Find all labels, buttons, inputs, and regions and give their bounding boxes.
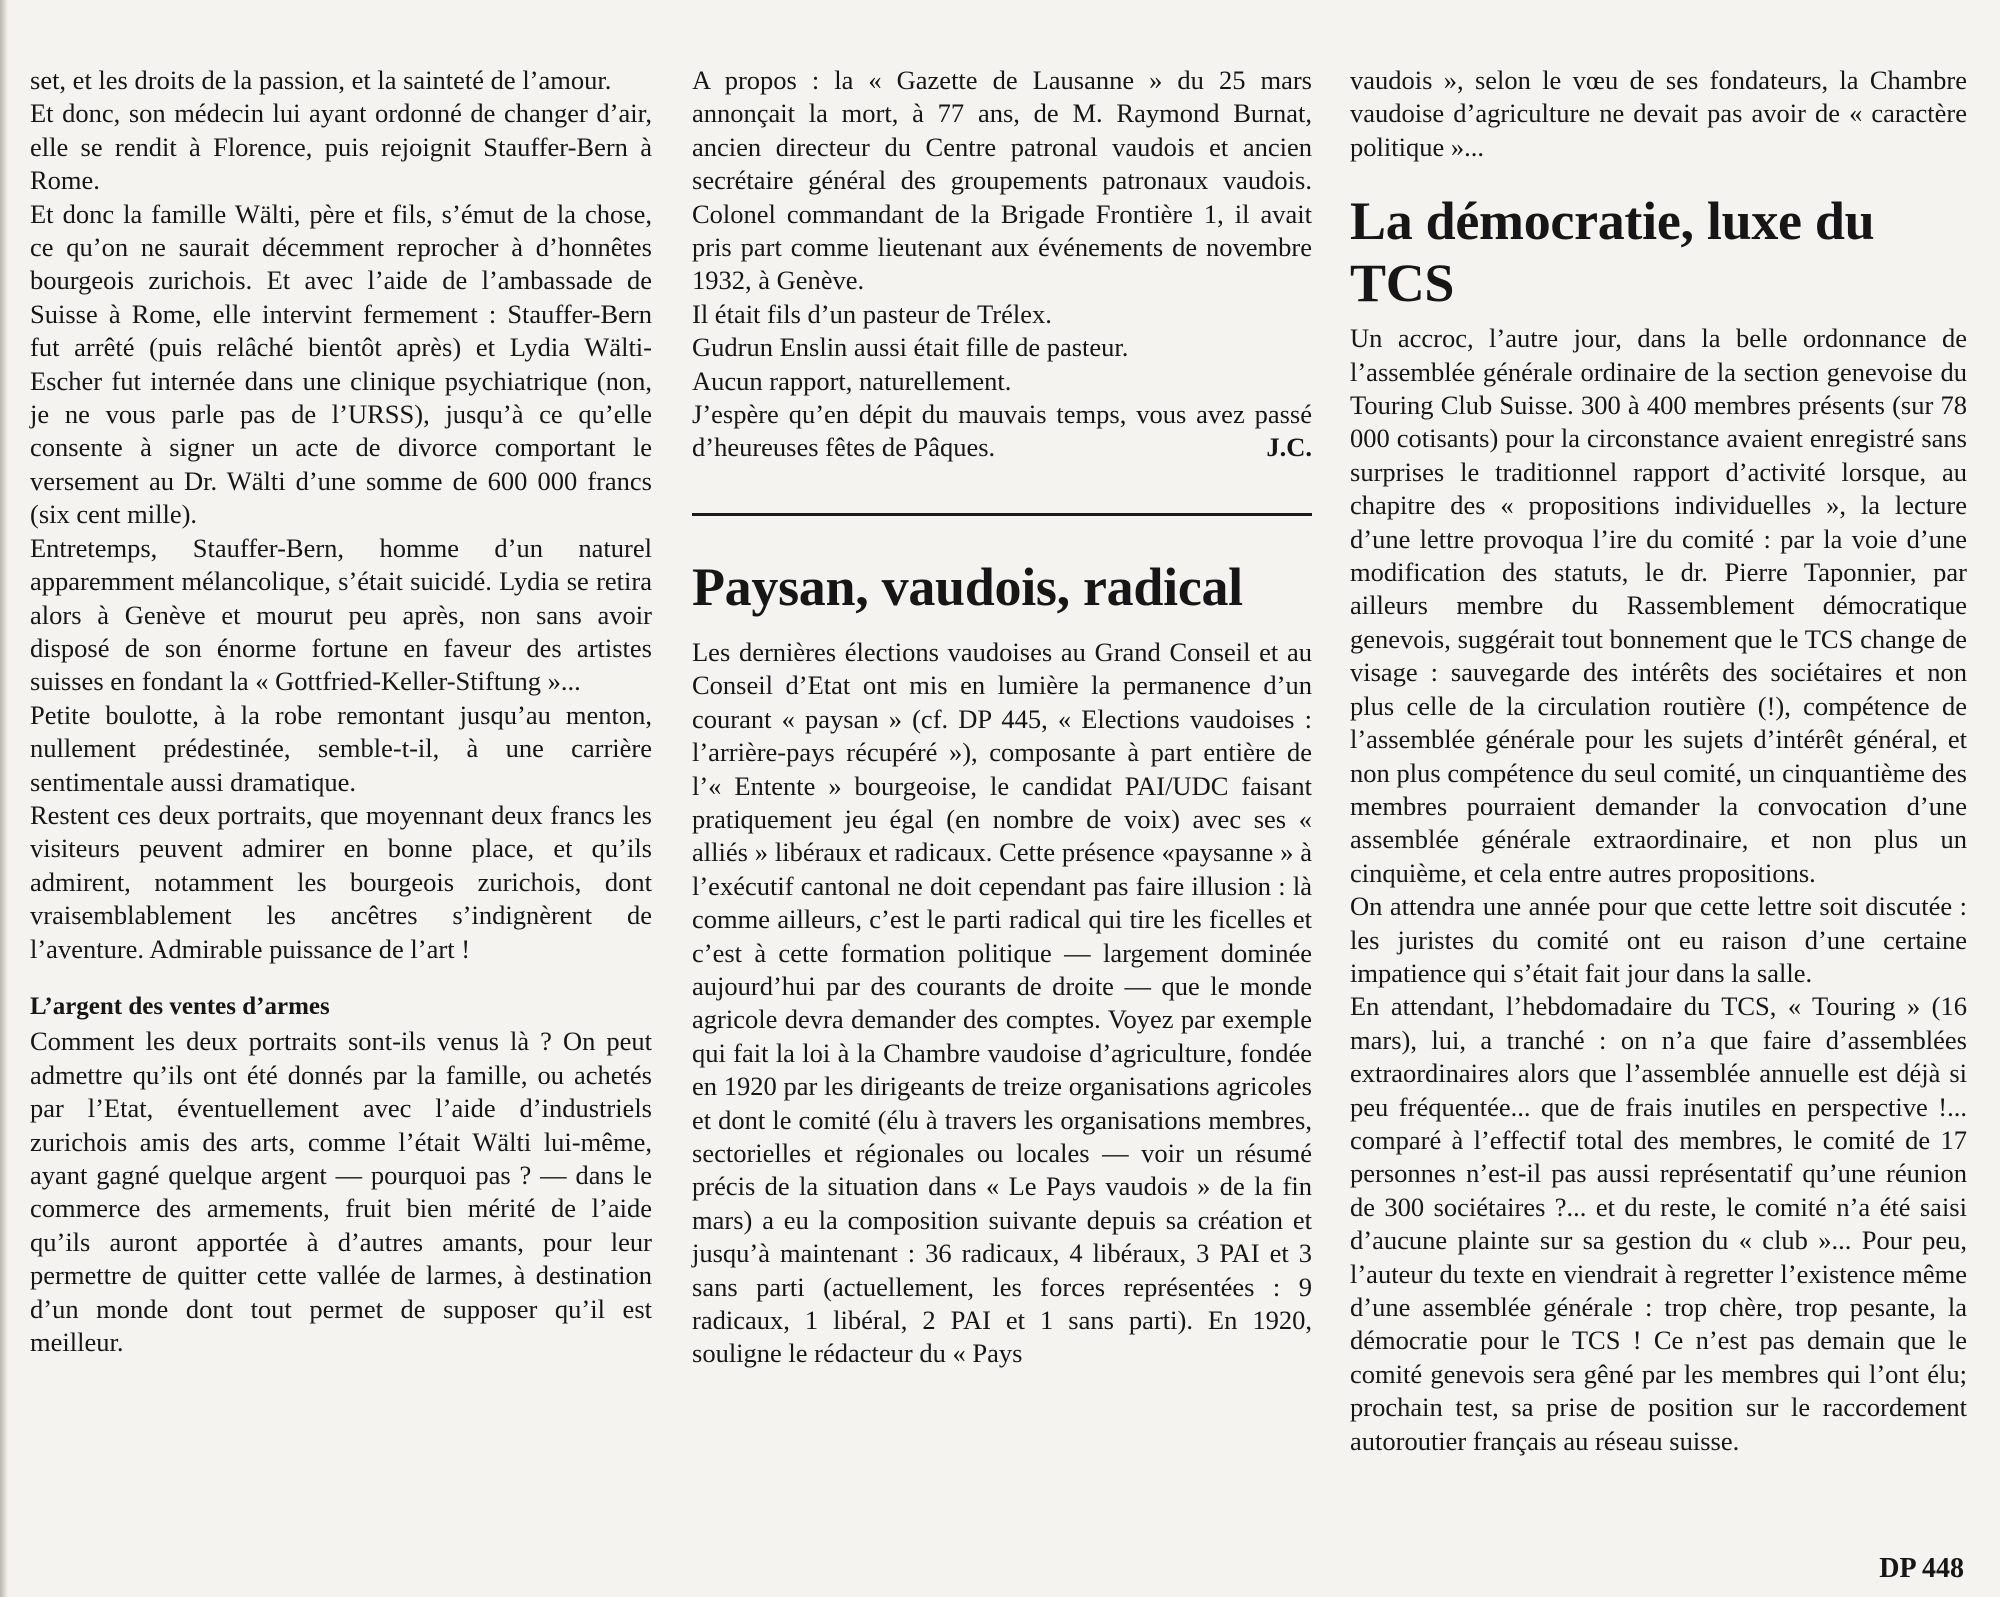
paragraph-text: J’espère qu’en dépit du mauvais temps, vous avez passé d’heureuses fêtes de Pâques.	[692, 399, 1312, 463]
paragraph: set, et les droits de la passion, et la sainteté de l’amour.	[30, 65, 612, 95]
paragraph: On attendra une année pour que cette lettre soit discutée : les juristes du comité ont eu raison d’une certaine impatience qui s’était fait jour dans la salle.	[1350, 891, 1967, 988]
paragraph: Gudrun Enslin aussi était fille de pasteur.	[692, 332, 1129, 363]
paragraph: Les dernières élections vaudoises au Grand Conseil et au Conseil d’Etat ont mis en lumière la permanence d’un courant « paysan » (cf. DP 445, « Elections vaudoises : l’arrière-pays récupéré »), composante à part entière de l’« Entente » bourgeoise, le candidat PAI/UDC faisant pratiquement jeu égal (en nombre de voix) avec ses « alliés » libéraux et radicaux. Cette présence «paysanne » à l’exécutif cantonal ne doit cependant pas faire illusion : là comme ailleurs, c’est le parti radical qui tire les ficelles et c’est à cette formation politique — largement dominée aujourd’hui par des courants de droite — que le monde agricole devra demander des comptes. Voyez par exemple qui fait la loi à la Chambre vaudoise d’agriculture, fondée en 1920 par les dirigeants de treize organisations agricoles et dont le comité (élu à travers les organisations membres, sectorielles et régionales ou locales — voir un résumé précis de la situation dans « Le Pays vaudois » de la fin mars) a eu la composition suivante depuis sa création et jusqu’à maintenant : 36 radicaux, 4 libéraux, 3 PAI et 3 sans parti (actuellement, les forces représentées : 9 radicaux, 1 libéral, 2 PAI et 1 sans parti). En 1920, souligne le rédacteur du « Pays	[692, 636, 1312, 1369]
paragraph: En attendant, l’hebdomadaire du TCS, « Touring » (16 mars), lui, a tranché : on n’a que faire d’assemblées extraordinaires alors que l’assemblée annuelle est déjà si peu fréquentée... que de frais inutiles en perspective !... comparé à l’effectif total des membres, le comité de 17 personnes n’est-il pas aussi représentatif qu’une réunion de 300 sociétaires ?... et du reste, le comité n’a été saisi d’aucune plainte sur sa gestion du « club »... Pour peu, l’auteur du texte en viendrait à regretter l’existence même d’une assemblée générale : trop chère, trop pesante, la démocratie pour le TCS ! Ce n’est pas demain que le comité genevois sera gêné par les membres qui l’ont élu; prochain test, sa prise de position sur le raccordement autoroutier français au réseau suisse.	[1350, 991, 1967, 1456]
paragraph: Un accroc, l’autre jour, dans la belle ordonnance de l’assemblée générale ordinaire de la section genevoise du Touring Club Suisse. 300 à 400 membres présents (sur 78 000 cotisants) pour la circonstance avaient enregistré sans surprises le traditionnel rapport d’activité lorsque, au chapitre des « propositions individuelles », la lecture d’une lettre provoqua l’ire du comité : par la voie d’une modification des statuts, le dr. Pierre Taponnier, par ailleurs membre du Rassemblement démocratique genevois, suggérait tout bonnement que le TCS change de visage : sauvegarde des intérêts des sociétaires et non plus celle de la circulation routière (!), compétence de l’assemblée générale pour les sujets d’intérêt général, et non plus compétence du seul comité, un cinquantième des membres pourraient demander la convocation d’une assemblée générale extraordinaire, et non plus un cinquième, et cela entre autres propositions.	[1350, 323, 1967, 888]
paragraph: Restent ces deux portraits, que moyennant deux francs les visiteurs peuvent admirer en bonne place, et qu’ils admirent, notamment les bourgeois zurichois, dont vraisemblablement les ancêtres s’indignèrent de l’aventure. Admirable puissance de l’art !	[30, 799, 652, 964]
section-divider	[692, 513, 1312, 516]
article-heading: Paysan, vaudois, radical	[692, 556, 1243, 617]
article-heading: La démocratie, luxe du TCS	[1350, 191, 1875, 314]
paragraph: Aucun rapport, naturellement.	[692, 365, 1012, 396]
column-3	[1350, 64, 1967, 1458]
paragraph: Comment les deux portraits sont-ils venus là ? On peut admettre qu’ils ont été donnés par la famille, ou achetés par l’Etat, éventuellement avec l’aide d’industriels zurichois amis des arts, comme l’était Wälti lui-même, ayant gagné quelque argent — pourquoi pas ? — dans le commerce des armements, fruit bien mérité de l’aide qu’ils auront apportée à d’autres amants, pour leur permettre de quitter cette vallée de larmes, à destination d’un monde dont tout permet de supposer qu’il est meilleur.	[30, 1026, 652, 1358]
author-signature: J.C.	[1266, 432, 1312, 463]
column-2	[692, 64, 1312, 1371]
paragraph: A propos : la « Gazette de Lausanne » du 25 mars annonçait la mort, à 77 ans, de M. Raymond Burnat, ancien directeur du Centre patronal vaudois et ancien secrétaire général des groupements patronaux vaudois. Colonel commandant de la Brigade Frontière 1, il avait pris part comme lieutenant aux événements de novembre 1932, à Genève.	[692, 65, 1312, 296]
paragraph: Et donc la famille Wälti, père et fils, s’émut de la chose, ce qu’on ne saurait décemment reprocher à d’honnêtes bourgeois zurichois. Et avec l’aide de l’ambassade de Suisse à Rome, elle intervint fermement : Stauffer-Bern fut arrêté (puis relâché bientôt après) et Lydia Wälti-Escher fut internée dans une clinique psychiatrique (non, je ne vous parle pas de l’URSS), jusqu’à ce qu’elle consente à signer un acte de divorce comportant le versement au Dr. Wälti d’une somme de 600 000 francs (six cent mille).	[30, 198, 652, 530]
page-edge	[0, 0, 8, 1597]
paragraph: Petite boulotte, à la robe remontant jusqu’au menton, nullement prédestinée, semble-t-il, à une carrière sentimentale aussi dramatique.	[30, 699, 652, 797]
paragraph: Il était fils d’un pasteur de Trélex.	[692, 298, 1052, 329]
paragraph: vaudois », selon le vœu de ses fondateurs, la Chambre vaudoise d’agriculture ne devait pas avoir de « caractère politique »...	[1350, 65, 1967, 162]
paragraph: Et donc, son médecin lui ayant ordonné de changer d’air, elle se rendit à Florence, puis rejoignit Stauffer-Bern à Rome.	[30, 98, 652, 196]
page-folio: DP 448	[1879, 1553, 1964, 1584]
paragraph: Entretemps, Stauffer-Bern, homme d’un naturel apparemment mélancolique, s’était suicidé. Lydia se retira alors à Genève et mourut peu après, non sans avoir disposé de son énorme fortune en faveur des artistes suisses en fondant la « Gottfried-Keller-Stiftung »...	[30, 532, 652, 697]
column-1	[30, 64, 652, 1359]
section-subtitle: L’argent des ventes d’armes	[30, 992, 330, 1020]
paragraph	[692, 398, 1312, 465]
